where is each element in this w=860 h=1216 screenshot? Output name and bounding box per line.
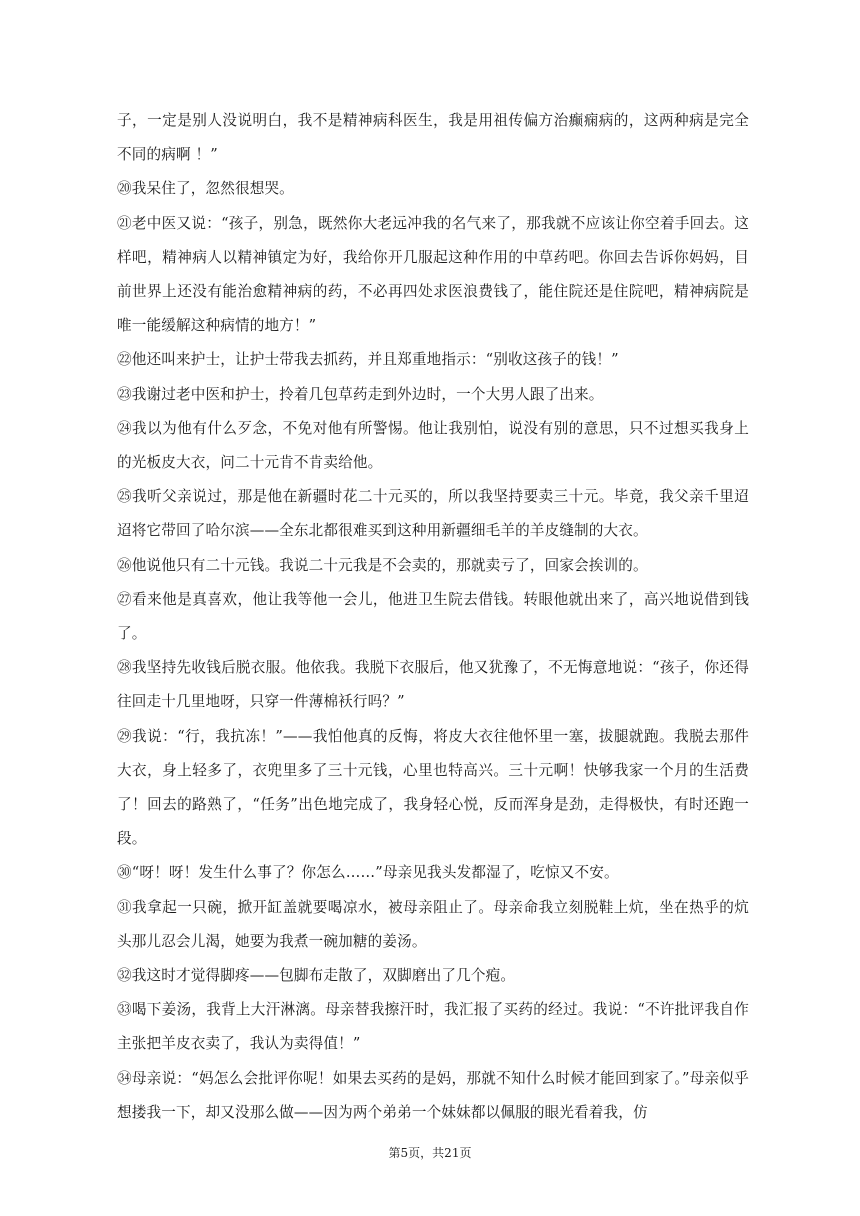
paragraph-34: ㉞母亲说：“妈怎么会批评你呢！如果去买药的是妈，那就不知什么时候才能回到家了。”母亲似乎想搂我一下，却又没那么做——因为两个弟弟一个妹妹都以佩服的眼光看着我，仿 <box>117 1069 749 1121</box>
paragraph-33: ㉝喝下姜汤，我背上大汗淋漓。母亲替我擦汗时，我汇报了买药的经过。我说：“不许批评我自作主张把羊皮衣卖了，我认为卖得值！” <box>117 1001 749 1053</box>
paragraph-31: ㉛我拿起一只碗，掀开缸盖就要喝凉水，被母亲阻止了。母亲命我立刻脱鞋上炕，坐在热乎的炕头那儿忍会儿渴，她要为我煮一碗加糖的姜汤。 <box>117 898 749 950</box>
paragraph-25: ㉕我听父亲说过，那是他在新疆时花二十元买的，所以我坚持要卖三十元。毕竟，我父亲千里迢迢将它带回了哈尔滨——全东北都很难买到这种用新疆细毛羊的羊皮缝制的大衣。 <box>117 488 749 540</box>
paragraph-32: ㉜我这时才觉得脚疼——包脚布走散了，双脚磨出了几个疱。 <box>117 967 516 985</box>
paragraph-19-continued: 子，一定是别人没说明白，我不是精神病科医生，我是用祖传偏方治癫痫病的，这两种病是完全不同的病啊 ！” <box>117 112 749 164</box>
paragraph-29: ㉙我说：“行，我抗冻！”——我怕他真的反悔，将皮大衣往他怀里一塞，拔腿就跑。我脱去那件大衣，身上轻多了，衣兜里多了三十元钱，心里也特高兴。三十元啊！快够我家一个月的生活费了！回去的路熟了，“任务”出色地完成了，我身轻心悦，反而浑身是劲，走得极快，有时还跑一段。 <box>117 727 749 848</box>
paragraph-26: ㉖他说他只有二十元钱。我说二十元我是不会卖的，那就卖亏了，回家会挨训的。 <box>117 556 648 574</box>
paragraph-28: ㉘我坚持先收钱后脱衣服。他依我。我脱下衣服后，他又犹豫了，不无悔意地说：“孩子，你还得往回走十几里地呀，只穿一件薄棉袄行吗？” <box>117 659 749 711</box>
paragraph-27: ㉗看来他是真喜欢，他让我等他一会儿，他进卫生院去借钱。转眼他就出来了，高兴地说借到钱了。 <box>117 590 749 643</box>
paragraph-30: ㉚“呀！呀！发生什么事了？你怎么……”母亲见我头发都湿了，吃惊又不安。 <box>117 864 619 882</box>
paragraph-20: ⑳我呆住了，忽然很想哭。 <box>117 180 294 198</box>
paragraph-23: ㉓我谢过老中医和护士，拎着几包草药走到外边时，一个大男人跟了出来。 <box>117 385 604 403</box>
page-number-footer: 第5页，共21页 <box>388 1146 472 1160</box>
article-body <box>117 104 749 1130</box>
paragraph-24: ㉔我以为他有什么歹念，不免对他有所警惕。他让我别怕，说没有别的意思，只不过想买我身上的光板皮大衣，问二十元肯不肯卖给他。 <box>117 419 749 472</box>
paragraph-22: ㉒他还叫来护士，让护士带我去抓药，并且郑重地指示：“别收这孩子的钱！” <box>117 351 619 369</box>
paragraph-21: ㉑老中医又说：“孩子，别急，既然你大老远冲我的名气来了，那我就不应该让你空着手回去。这样吧，精神病人以精神镇定为好，我给你开几服起这种作用的中草药吧。你回去告诉你妈妈，目前世界上还没有能治愈精神病的药，不必再四处求医浪费钱了，能住院还是住院吧，精神病院是唯一能缓解这种病情的地方！” <box>117 214 749 335</box>
